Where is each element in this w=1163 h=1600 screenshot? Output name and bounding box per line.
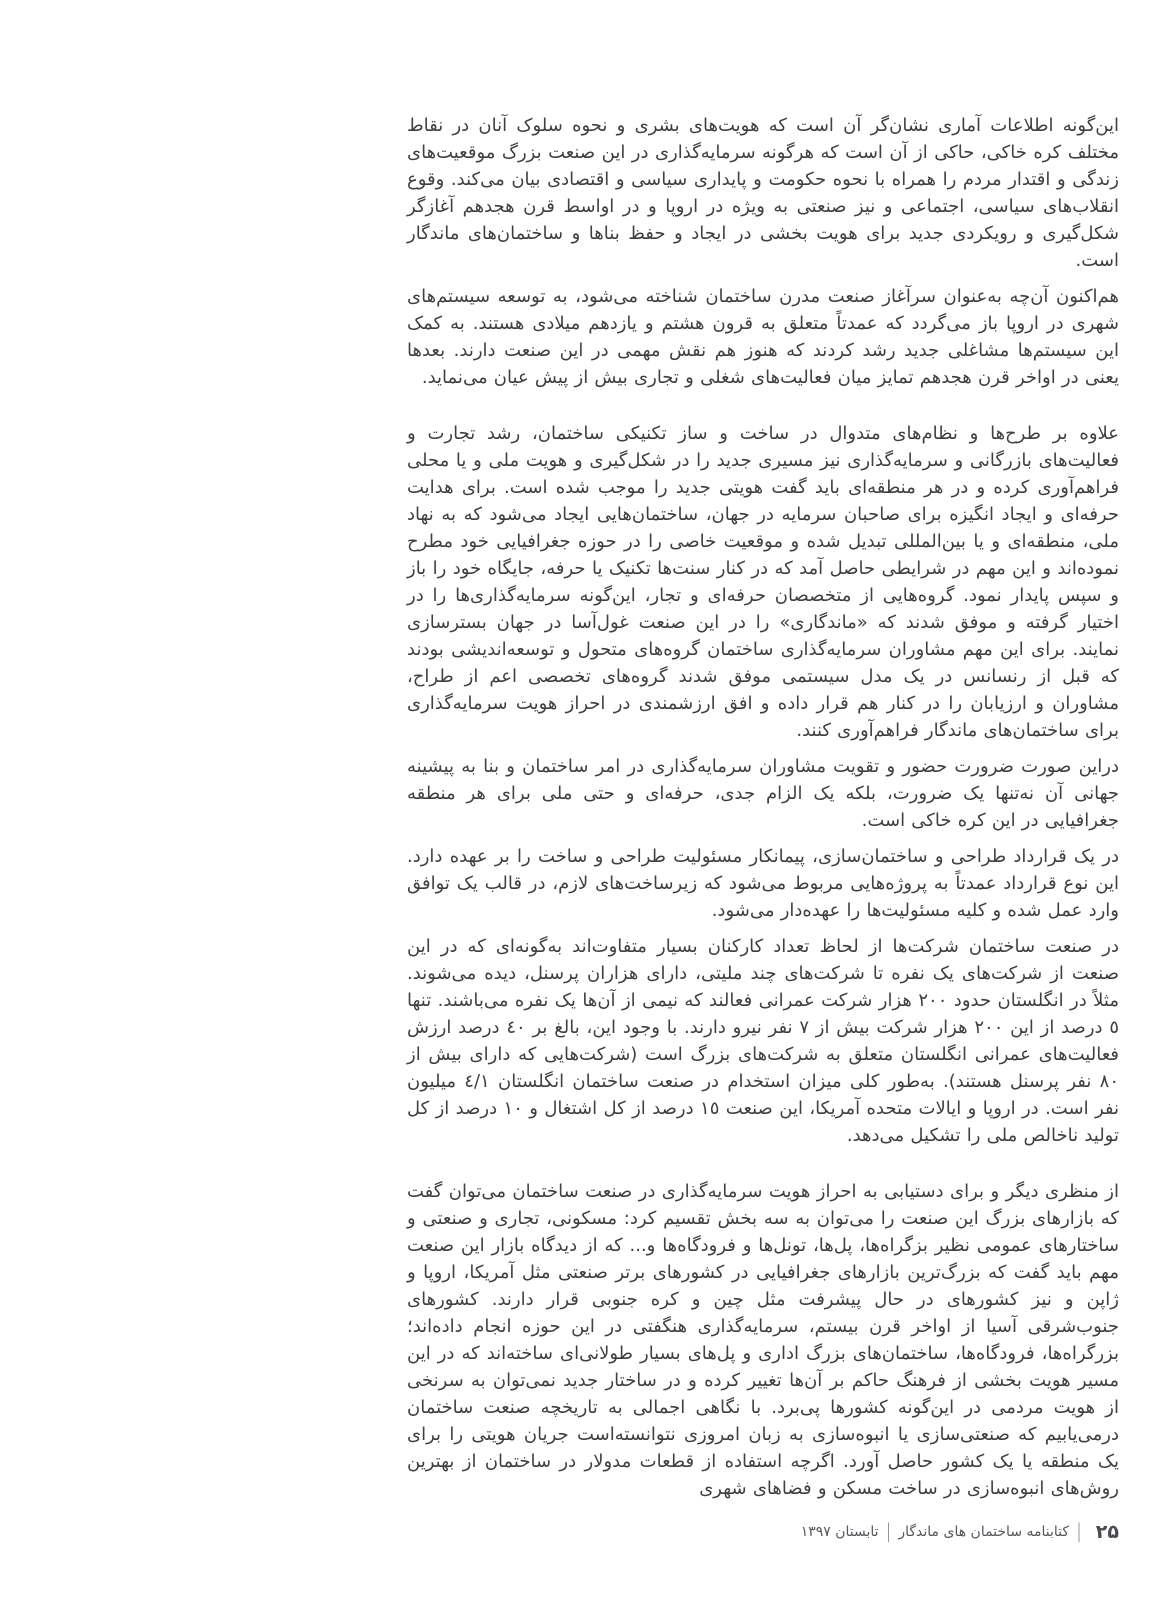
body-paragraph-2: هم‌اکنون آن‌چه به‌عنوان سرآغاز صنعت مدرن ساختمان شناخته می‌شود، به توسعه سیستم‌های شهری در اروپا باز می‌گردد که عمدتاً متعلق به قرون هشتم و یازدهم میلادی هستند. به کمک این سیستم‌ها مشاغلی جدید رشد کردند که هنوز هم نقش مهمی در این صنعت دارند. بعدها یعنی در اواخر قرن هجدهم تمایز میان فعالیت‌های شغلی و تجاری بیش از پیش عیان می‌نماید. bbox=[407, 286, 1119, 388]
issue-date: تابستان ۱۳۹۷ bbox=[800, 1524, 879, 1540]
publication-title: کتابنامه ساختمان های ماندگار bbox=[898, 1524, 1070, 1540]
article-text-column bbox=[407, 112, 1119, 1511]
page-number: ۲۵ bbox=[1095, 1521, 1119, 1543]
body-paragraph-1: این‌گونه اطلاعات آماری نشان‌گر آن است که هویت‌های بشری و نحوه سلوک آنان در نقاط مختلف کره خاکی، حاکی از آن است که هرگونه سرمایه‌گذاری در این صنعت بزرگ موقعیت‌های زندگی و اقتدار مردم را همراه با نحوه حکومت و پایداری سیاسی و اقتصادی بیان می‌کند. وقوع انقلاب‌های سیاسی، اجتماعی و نیز صنعتی به ویژه در اروپا و در اواسط قرن هجدهم آغازگر شکل‌گیری و رویکردی جدید برای هویت بخشی در ایجاد و حفظ بناها و ساختمان‌های ماندگار است. bbox=[407, 115, 1119, 271]
footer-separator: | bbox=[1076, 1520, 1082, 1544]
body-paragraph-5: در یک قرارداد طراحی و ساختمان‌سازی، پیمانکار مسئولیت طراحی و ساخت را بر عهده دارد. این نوع قرارداد عمدتاً به پروژه‌هایی مربوط می‌شود که زیرساخت‌های لازم، در قالب یک توافق وارد عمل شده و کلیه مسئولیت‌ها را عهده‌دار می‌شود. bbox=[407, 846, 1119, 921]
body-paragraph-7: از منظری دیگر و برای دستیابی به احراز هویت سرمایه‌گذاری در صنعت ساختمان می‌توان گفت که بازارهای بزرگ این صنعت را می‌توان به سه بخش تقسیم کرد: مسکونی، تجاری و صنعتی و ساختارهای عمومی نظیر بزگراه‌ها، پل‌ها، تونل‌ها و فرودگاه‌ها و... که از دیدگاه بازار این صنعت مهم باید گفت که بزرگ‌ترین بازارهای جغرافیایی در کشورهای برتر صنعتی مثل آمریکا، اروپا و ژاپن و نیز کشورهای در حال پیشرفت مثل چین و کره جنوبی قرار دارند. کشورهای جنوب‌شرقی آسیا از اواخر قرن بیستم، سرمایه‌گذاری هنگفتی در این حوزه انجام داده‌اند؛ بزرگراه‌ها، فرودگاه‌ها، ساختمان‌های بزرگ اداری و پل‌های بسیار طولانی‌ای ساخته‌اند که در این مسیر هویت بخشی از فرهنگ حاکم بر آن‌ها تغییر کرده و در ساختار جدید نمی‌توان به سرنخی از هویت مردمی در این‌گونه کشورها پی‌برد. با نگاهی اجمالی به تاریخچه صنعت ساختمان درمی‌یابیم که صنعتی‌سازی یا انبوه‌سازی به زبان امروزی نتوانسته‌است جریان هویتی را برای یک منطقه یا یک کشور حاصل آورد. اگرچه استفاده از قطعات مدولار در ساختمان از بهترین روش‌های انبوه‌سازی در ساخت مسکن و فضاهای شهری bbox=[407, 1181, 1119, 1499]
page-footer bbox=[801, 1521, 1119, 1543]
body-paragraph-3: علاوه بر طرح‌ها و نظام‌های متدوال در ساخت و ساز تکنیکی ساختمان، رشد تجارت و فعالیت‌های بازرگانی و سرمایه‌گذاری نیز مسیری جدید را در شکل‌گیری و هویت ملی و یا محلی فراهم‌آوری کرده و در هر منطقه‌ای باید گفت هویتی جدید را موجب شده است. برای هدایت حرفه‌ای و ایجاد انگیزه برای صاحبان سرمایه در جهان، ساختمان‌هایی ایجاد می‌شود که به نهاد ملی، منطقه‌ای و یا بین‌المللی تبدیل شده و موقعیت خاصی را در حوزه جغرافیایی خود مطرح نموده‌اند و این مهم در شرایطی حاصل آمد که در کنار سنت‌ها تکنیک یا حرفه، جایگاه خود را باز و سپس پایدار نمود. گروه‌هایی از متخصصان حرفه‌ای و تجار، این‌گونه سرمایه‌گذاری‌ها را در اختیار گرفته و موفق شدند که «ماندگاری» را در این صنعت غول‌آسا در جهان بسترسازی نمایند. برای این مهم مشاوران سرمایه‌گذاری ساختمان گروه‌های متحول و توسعه‌اندیشی بودند که قبل از رنسانس در یک مدل سیستمی موفق شدند گروه‌های تخصصی اعم از طراح، مشاوران و ارزیابان را در کنار هم قرار داده و افق ارزشمندی در احراز هویت سرمایه‌گذاری برای ساختمان‌های ماندگار فراهم‌آوری کنند. bbox=[407, 423, 1119, 741]
body-paragraph-6: در صنعت ساختمان شرکت‌ها از لحاظ تعداد کارکنان بسیار متفاوت‌اند به‌گونه‌ای که در این صنعت از شرکت‌های یک نفره تا شرکت‌های چند ملیتی، دارای هزاران پرسنل، دیده می‌شوند. مثلاً در انگلستان حدود ۲۰۰ هزار شرکت عمرانی فعالند که نیمی از آن‌ها یک نفره می‌باشند. تنها ٥ درصد از این ۲۰۰ هزار شرکت بیش از ۷ نفر نیرو دارند. با وجود این، بالغ بر ٤٠ درصد ارزش فعالیت‌های عمرانی انگلستان متعلق به شرکت‌های بزرگ است (شرکت‌هایی که دارای بیش از ٨٠ نفر پرسنل هستند). به‌طور کلی میزان استخدام در صنعت ساختمان انگلستان ٤/١ میلیون نفر است. در اروپا و ایالات متحده آمریکا، این صنعت ١٥ درصد از کل اشتغال و ١٠ درصد از کل تولید ناخالص ملی را تشکیل می‌دهد. bbox=[407, 936, 1120, 1146]
body-paragraph-4: دراین صورت ضرورت حضور و تقویت مشاوران سرمایه‌گذاری در امر ساختمان و بنا به پیشینه جهانی آن نه‌تنها یک ضرورت، بلکه یک الزام جدی، حرفه‌ای و حتی ملی برای هر منطقه جغرافیایی در این کره خاکی است. bbox=[407, 756, 1119, 831]
footer-separator: | bbox=[885, 1520, 892, 1544]
